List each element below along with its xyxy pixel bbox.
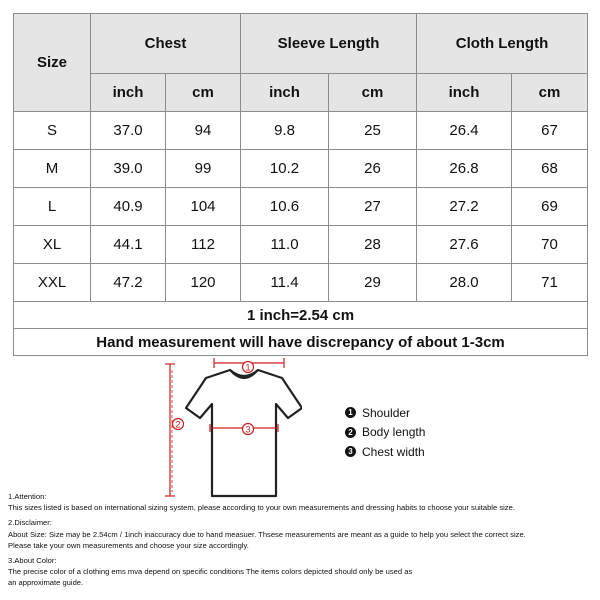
table-cell: 26 bbox=[329, 150, 417, 188]
size-chart-table bbox=[13, 13, 588, 356]
svg-text:1: 1 bbox=[245, 362, 251, 373]
table-cell: 67 bbox=[512, 112, 588, 150]
table-cell: 112 bbox=[166, 226, 241, 264]
legend-number: 3 bbox=[345, 446, 356, 457]
table-cell: 39.0 bbox=[91, 150, 166, 188]
table-row bbox=[14, 264, 588, 302]
legend-number: 2 bbox=[345, 427, 356, 438]
attention-text: This sizes listed is based on international sizing system, please according to your own measurements and dressing habits to choose your suitable size. bbox=[8, 503, 515, 513]
legend-item-body-length bbox=[345, 423, 425, 443]
table-cell: 40.9 bbox=[91, 188, 166, 226]
table-cell: 11.4 bbox=[241, 264, 329, 302]
unit-header: cm bbox=[166, 74, 241, 112]
table-cell: 47.2 bbox=[91, 264, 166, 302]
legend-label: Chest width bbox=[362, 444, 425, 459]
table-cell: 69 bbox=[512, 188, 588, 226]
table-cell: 25 bbox=[329, 112, 417, 150]
table-cell: 68 bbox=[512, 150, 588, 188]
size-header: Size bbox=[14, 14, 91, 112]
sleeve-length-header: Sleeve Length bbox=[241, 14, 417, 74]
chest-header: Chest bbox=[91, 14, 241, 74]
table-cell: 104 bbox=[166, 188, 241, 226]
table-row bbox=[14, 226, 588, 264]
table-cell: 44.1 bbox=[91, 226, 166, 264]
cloth-length-header: Cloth Length bbox=[417, 14, 588, 74]
svg-text:3: 3 bbox=[245, 424, 251, 435]
size-cell: S bbox=[14, 112, 91, 150]
table-cell: 26.4 bbox=[417, 112, 512, 150]
unit-header: inch bbox=[417, 74, 512, 112]
size-cell: L bbox=[14, 188, 91, 226]
table-cell: 94 bbox=[166, 112, 241, 150]
table-cell: 27.6 bbox=[417, 226, 512, 264]
table-row bbox=[14, 188, 588, 226]
legend-number: 1 bbox=[345, 407, 356, 418]
table-cell: 10.2 bbox=[241, 150, 329, 188]
table-cell: 26.8 bbox=[417, 150, 512, 188]
color-text: an approximate guide. bbox=[8, 578, 84, 588]
measurement-legend bbox=[345, 403, 425, 462]
size-cell: XL bbox=[14, 226, 91, 264]
disclaimer-title: 2.Disclaimer: bbox=[8, 518, 52, 528]
marker-1 bbox=[243, 362, 254, 373]
conversion-note: 1 inch=2.54 cm bbox=[14, 302, 588, 329]
disclaimer-text: Please take your own measurements and choose your size accordingly. bbox=[8, 540, 249, 550]
legend-label: Shoulder bbox=[362, 405, 411, 420]
svg-text:2: 2 bbox=[175, 419, 181, 430]
legend-item-chest-width bbox=[345, 442, 425, 462]
attention-title: 1.Attention: bbox=[8, 492, 47, 501]
table-cell: 28.0 bbox=[417, 264, 512, 302]
table-cell: 28 bbox=[329, 226, 417, 264]
table-cell: 27 bbox=[329, 188, 417, 226]
footnotes bbox=[8, 491, 598, 589]
table-cell: 27.2 bbox=[417, 188, 512, 226]
table-cell: 9.8 bbox=[241, 112, 329, 150]
unit-header: cm bbox=[512, 74, 588, 112]
table-cell: 11.0 bbox=[241, 226, 329, 264]
marker-2 bbox=[173, 419, 184, 430]
tshirt-diagram bbox=[162, 356, 302, 504]
table-cell: 71 bbox=[512, 264, 588, 302]
table-cell: 29 bbox=[329, 264, 417, 302]
table-cell: 120 bbox=[166, 264, 241, 302]
unit-header: inch bbox=[241, 74, 329, 112]
table-cell: 37.0 bbox=[91, 112, 166, 150]
marker-3 bbox=[243, 424, 254, 435]
disclaimer-text: About Size: Size may be 2.54cm / 1inch inaccuracy due to hand measuer. Thsese measurements are meant as a guide to help you select the correct size. bbox=[8, 529, 526, 539]
unit-header: inch bbox=[91, 74, 166, 112]
table-cell: 10.6 bbox=[241, 188, 329, 226]
legend-item-shoulder bbox=[345, 403, 425, 423]
size-cell: M bbox=[14, 150, 91, 188]
table-cell: 70 bbox=[512, 226, 588, 264]
table-row bbox=[14, 150, 588, 188]
legend-label: Body length bbox=[362, 425, 426, 440]
unit-header: cm bbox=[329, 74, 417, 112]
size-cell: XXL bbox=[14, 264, 91, 302]
color-title: 3.About Color: bbox=[8, 556, 57, 566]
color-text: The precise color of a clothing ems mva depend on specific conditions The items colors depicted should only be used as bbox=[8, 567, 413, 577]
table-row bbox=[14, 112, 588, 150]
discrepancy-note: Hand measurement will have discrepancy of about 1-3cm bbox=[14, 329, 588, 356]
table-cell: 99 bbox=[166, 150, 241, 188]
